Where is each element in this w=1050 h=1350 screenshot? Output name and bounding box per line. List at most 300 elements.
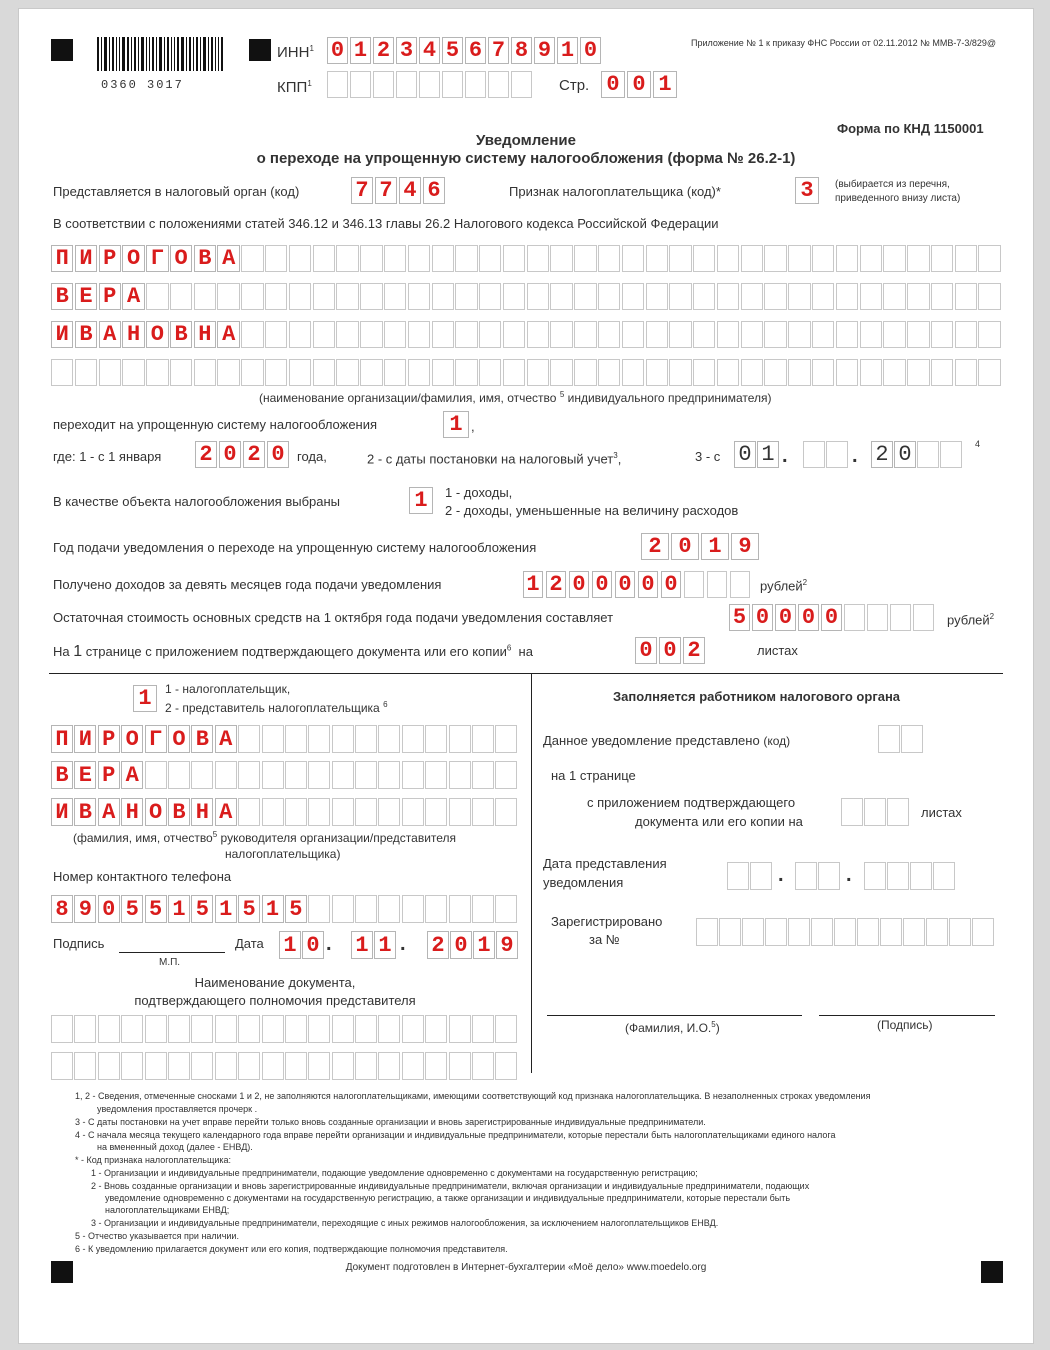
char-cell[interactable]: 2 [641,533,669,560]
char-cell[interactable]: 0 [569,571,589,598]
char-cell[interactable] [926,918,948,946]
char-cell[interactable] [598,321,620,348]
char-cell[interactable]: 5 [238,895,260,923]
char-cell[interactable] [978,359,1000,386]
officer-name-line[interactable] [547,1015,802,1016]
char-cell[interactable] [378,798,400,826]
char-cell[interactable]: 9 [74,895,96,923]
char-cell[interactable]: И [51,321,73,348]
char-cell[interactable]: 1 [279,931,301,959]
char-cell[interactable] [479,283,501,310]
char-cell[interactable] [495,798,517,826]
char-cell[interactable]: О [122,245,144,272]
signer-type-field[interactable] [133,685,160,712]
char-cell[interactable] [170,283,192,310]
char-cell[interactable] [308,725,330,753]
char-cell[interactable]: 1 [653,71,677,98]
char-cell[interactable] [378,761,400,789]
char-cell[interactable] [717,321,739,348]
char-cell[interactable] [622,359,644,386]
char-cell[interactable] [308,798,330,826]
char-cell[interactable] [598,245,620,272]
char-cell[interactable] [646,283,668,310]
char-cell[interactable] [262,761,284,789]
char-cell[interactable] [360,359,382,386]
char-cell[interactable]: Е [75,283,97,310]
char-cell[interactable] [788,918,810,946]
char-cell[interactable] [332,1015,354,1043]
char-cell[interactable] [238,1015,260,1043]
char-cell[interactable] [350,71,371,98]
char-cell[interactable] [289,321,311,348]
char-cell[interactable] [455,321,477,348]
char-cell[interactable] [741,359,763,386]
char-cell[interactable]: В [170,321,192,348]
char-cell[interactable] [332,725,354,753]
char-cell[interactable] [455,283,477,310]
char-cell[interactable] [764,245,786,272]
char-cell[interactable] [360,321,382,348]
char-cell[interactable] [883,359,905,386]
date-day-field[interactable] [734,441,780,468]
char-cell[interactable] [598,359,620,386]
char-cell[interactable] [741,321,763,348]
char-cell[interactable] [408,283,430,310]
char-cell[interactable]: 3 [795,177,819,204]
char-cell[interactable] [285,761,307,789]
char-cell[interactable] [472,1052,494,1080]
char-cell[interactable]: 1 [701,533,729,560]
char-cell[interactable] [503,359,525,386]
char-cell[interactable] [168,1052,190,1080]
transition-year-field[interactable] [195,441,291,468]
char-cell[interactable]: Р [98,761,120,789]
signature-line[interactable] [119,952,225,953]
char-cell[interactable] [327,71,348,98]
char-cell[interactable]: О [121,725,143,753]
char-cell[interactable] [336,283,358,310]
char-cell[interactable] [741,283,763,310]
char-cell[interactable]: 1 [350,37,371,64]
char-cell[interactable] [449,895,471,923]
char-cell[interactable] [455,245,477,272]
char-cell[interactable] [727,862,749,890]
sign-date-day[interactable] [279,931,325,959]
char-cell[interactable] [378,895,400,923]
char-cell[interactable] [719,918,741,946]
char-cell[interactable] [860,245,882,272]
char-cell[interactable]: 2 [427,931,449,959]
char-cell[interactable] [669,245,691,272]
char-cell[interactable] [878,725,900,753]
char-cell[interactable] [191,761,213,789]
char-cell[interactable]: Н [121,798,143,826]
receipt-date-year[interactable] [864,862,956,890]
char-cell[interactable] [741,245,763,272]
char-cell[interactable]: 0 [821,604,842,631]
transition-field[interactable] [443,411,472,438]
char-cell[interactable] [917,441,939,468]
char-cell[interactable] [913,604,934,631]
char-cell[interactable] [419,71,440,98]
taxpayer-sign-field[interactable] [795,177,822,204]
char-cell[interactable] [238,725,260,753]
char-cell[interactable] [121,1052,143,1080]
char-cell[interactable] [217,359,239,386]
char-cell[interactable] [194,359,216,386]
sign-date-month[interactable] [351,931,397,959]
char-cell[interactable] [289,283,311,310]
char-cell[interactable]: И [74,725,96,753]
char-cell[interactable] [425,798,447,826]
char-cell[interactable] [355,895,377,923]
char-cell[interactable]: А [122,283,144,310]
char-cell[interactable]: 0 [661,571,681,598]
submit-year-field[interactable] [641,533,761,560]
char-cell[interactable] [812,245,834,272]
taxpayer-name-line[interactable] [51,245,1002,272]
char-cell[interactable] [378,1052,400,1080]
char-cell[interactable]: 1 [757,441,779,468]
char-cell[interactable] [717,283,739,310]
char-cell[interactable]: Р [98,725,120,753]
char-cell[interactable]: 1 [168,895,190,923]
char-cell[interactable] [527,321,549,348]
char-cell[interactable]: 0 [627,71,651,98]
char-cell[interactable] [378,725,400,753]
char-cell[interactable] [696,918,718,946]
char-cell[interactable] [910,862,932,890]
char-cell[interactable] [978,245,1000,272]
char-cell[interactable] [812,283,834,310]
char-cell[interactable] [955,245,977,272]
char-cell[interactable]: 4 [419,37,440,64]
char-cell[interactable] [955,359,977,386]
char-cell[interactable]: И [75,245,97,272]
char-cell[interactable]: 1 [351,931,373,959]
char-cell[interactable]: 6 [423,177,445,204]
char-cell[interactable]: 9 [731,533,759,560]
char-cell[interactable] [503,321,525,348]
char-cell[interactable]: А [121,761,143,789]
char-cell[interactable]: 2 [871,441,893,468]
char-cell[interactable] [194,283,216,310]
char-cell[interactable] [864,862,886,890]
char-cell[interactable] [764,321,786,348]
char-cell[interactable]: 9 [496,931,518,959]
char-cell[interactable] [332,1052,354,1080]
char-cell[interactable] [495,1052,517,1080]
char-cell[interactable] [764,283,786,310]
char-cell[interactable] [901,725,923,753]
char-cell[interactable] [241,245,263,272]
char-cell[interactable] [408,321,430,348]
char-cell[interactable]: В [51,761,73,789]
char-cell[interactable]: 5 [285,895,307,923]
char-cell[interactable]: 2 [195,441,217,468]
char-cell[interactable]: 1 [374,931,396,959]
char-cell[interactable] [472,1015,494,1043]
char-cell[interactable] [622,321,644,348]
char-cell[interactable]: 5 [729,604,750,631]
char-cell[interactable] [51,359,73,386]
char-cell[interactable] [472,725,494,753]
char-cell[interactable]: 8 [51,895,73,923]
char-cell[interactable] [425,1015,447,1043]
char-cell[interactable] [146,283,168,310]
char-cell[interactable]: О [168,725,190,753]
char-cell[interactable] [550,321,572,348]
char-cell[interactable] [145,1015,167,1043]
char-cell[interactable] [931,245,953,272]
char-cell[interactable] [402,1052,424,1080]
char-cell[interactable]: 0 [752,604,773,631]
char-cell[interactable] [646,359,668,386]
char-cell[interactable]: 0 [638,571,658,598]
char-cell[interactable]: 7 [351,177,373,204]
char-cell[interactable] [265,283,287,310]
char-cell[interactable] [74,1015,96,1043]
char-cell[interactable] [867,604,888,631]
char-cell[interactable]: 9 [534,37,555,64]
char-cell[interactable] [336,245,358,272]
char-cell[interactable]: 0 [450,931,472,959]
char-cell[interactable]: 6 [465,37,486,64]
char-cell[interactable] [465,71,486,98]
attach-sheets-field[interactable] [841,798,910,826]
char-cell[interactable] [931,283,953,310]
char-cell[interactable]: Н [122,321,144,348]
char-cell[interactable] [527,359,549,386]
char-cell[interactable]: 0 [219,441,241,468]
submitted-code-field[interactable] [878,725,924,753]
char-cell[interactable] [472,761,494,789]
char-cell[interactable] [887,862,909,890]
receipt-date-month[interactable] [795,862,841,890]
char-cell[interactable] [693,245,715,272]
char-cell[interactable]: 1 [133,685,157,712]
char-cell[interactable]: Г [146,245,168,272]
tax-organ-field[interactable] [351,177,447,204]
char-cell[interactable]: Р [99,283,121,310]
char-cell[interactable]: 0 [327,37,348,64]
char-cell[interactable] [931,359,953,386]
char-cell[interactable] [262,798,284,826]
char-cell[interactable] [215,761,237,789]
char-cell[interactable] [669,283,691,310]
char-cell[interactable] [432,283,454,310]
char-cell[interactable] [811,918,833,946]
sign-date-year[interactable] [427,931,519,959]
char-cell[interactable] [495,895,517,923]
char-cell[interactable] [308,761,330,789]
char-cell[interactable] [360,245,382,272]
char-cell[interactable] [834,918,856,946]
char-cell[interactable] [527,283,549,310]
char-cell[interactable]: 2 [683,637,705,664]
char-cell[interactable] [432,321,454,348]
char-cell[interactable] [402,725,424,753]
char-cell[interactable] [265,245,287,272]
char-cell[interactable] [449,725,471,753]
kpp-field[interactable] [327,71,534,98]
char-cell[interactable] [378,1015,400,1043]
char-cell[interactable] [442,71,463,98]
char-cell[interactable] [308,1015,330,1043]
char-cell[interactable] [384,321,406,348]
char-cell[interactable]: И [51,798,73,826]
char-cell[interactable] [844,604,865,631]
char-cell[interactable]: 2 [373,37,394,64]
char-cell[interactable] [74,1052,96,1080]
char-cell[interactable] [812,321,834,348]
char-cell[interactable] [860,283,882,310]
char-cell[interactable] [455,359,477,386]
char-cell[interactable] [693,359,715,386]
char-cell[interactable] [684,571,704,598]
char-cell[interactable]: 1 [443,411,469,438]
char-cell[interactable] [332,895,354,923]
char-cell[interactable] [933,862,955,890]
char-cell[interactable]: П [51,725,73,753]
char-cell[interactable]: 0 [98,895,120,923]
char-cell[interactable] [503,245,525,272]
char-cell[interactable]: 0 [601,71,625,98]
char-cell[interactable] [355,725,377,753]
char-cell[interactable] [384,283,406,310]
char-cell[interactable]: 0 [734,441,756,468]
char-cell[interactable] [883,321,905,348]
char-cell[interactable] [860,359,882,386]
char-cell[interactable] [883,283,905,310]
char-cell[interactable] [836,283,858,310]
char-cell[interactable]: 5 [145,895,167,923]
char-cell[interactable] [880,918,902,946]
char-cell[interactable] [51,1015,73,1043]
char-cell[interactable] [285,1052,307,1080]
char-cell[interactable] [265,321,287,348]
char-cell[interactable] [313,359,335,386]
char-cell[interactable] [788,283,810,310]
char-cell[interactable]: 7 [375,177,397,204]
char-cell[interactable] [860,321,882,348]
taxpayer-name-line[interactable] [51,359,1002,386]
char-cell[interactable] [215,1052,237,1080]
doc-name-line[interactable] [51,1015,519,1043]
char-cell[interactable] [669,321,691,348]
char-cell[interactable] [717,245,739,272]
char-cell[interactable] [168,761,190,789]
char-cell[interactable] [550,245,572,272]
char-cell[interactable]: 5 [121,895,143,923]
char-cell[interactable] [788,321,810,348]
char-cell[interactable] [238,798,260,826]
char-cell[interactable] [511,71,532,98]
residual-field[interactable] [729,604,936,631]
char-cell[interactable]: О [170,245,192,272]
char-cell[interactable] [75,359,97,386]
char-cell[interactable]: В [51,283,73,310]
char-cell[interactable] [955,321,977,348]
char-cell[interactable]: П [51,245,73,272]
char-cell[interactable] [432,359,454,386]
char-cell[interactable]: 1 [473,931,495,959]
char-cell[interactable] [146,359,168,386]
char-cell[interactable] [396,71,417,98]
char-cell[interactable] [449,798,471,826]
char-cell[interactable] [479,245,501,272]
char-cell[interactable]: А [215,725,237,753]
char-cell[interactable] [479,359,501,386]
char-cell[interactable]: 5 [191,895,213,923]
char-cell[interactable] [408,359,430,386]
char-cell[interactable] [940,441,962,468]
doc-name-line[interactable] [51,1052,519,1080]
char-cell[interactable] [907,245,929,272]
char-cell[interactable] [949,918,971,946]
char-cell[interactable] [931,321,953,348]
char-cell[interactable] [841,798,863,826]
char-cell[interactable] [795,862,817,890]
char-cell[interactable] [285,798,307,826]
char-cell[interactable] [890,604,911,631]
char-cell[interactable] [289,245,311,272]
char-cell[interactable] [669,359,691,386]
char-cell[interactable] [978,321,1000,348]
char-cell[interactable] [495,761,517,789]
date-year-field[interactable] [871,441,963,468]
char-cell[interactable] [262,725,284,753]
char-cell[interactable] [826,441,848,468]
char-cell[interactable] [488,71,509,98]
char-cell[interactable]: 0 [592,571,612,598]
char-cell[interactable] [836,245,858,272]
char-cell[interactable] [241,283,263,310]
char-cell[interactable] [449,761,471,789]
char-cell[interactable] [693,283,715,310]
char-cell[interactable] [978,283,1000,310]
char-cell[interactable] [495,725,517,753]
pages-field[interactable] [635,637,707,664]
char-cell[interactable] [425,761,447,789]
char-cell[interactable]: 7 [488,37,509,64]
char-cell[interactable]: 0 [267,441,289,468]
char-cell[interactable]: О [145,798,167,826]
char-cell[interactable] [646,321,668,348]
char-cell[interactable] [972,918,994,946]
char-cell[interactable]: 0 [635,637,657,664]
char-cell[interactable] [313,321,335,348]
char-cell[interactable] [907,359,929,386]
char-cell[interactable] [408,245,430,272]
char-cell[interactable] [308,1052,330,1080]
phone-field[interactable] [51,895,519,923]
char-cell[interactable] [384,359,406,386]
char-cell[interactable] [788,359,810,386]
page-number-field[interactable] [601,71,679,98]
char-cell[interactable]: 1 [409,487,433,514]
char-cell[interactable] [574,359,596,386]
char-cell[interactable]: Р [99,245,121,272]
char-cell[interactable] [170,359,192,386]
char-cell[interactable] [98,1015,120,1043]
char-cell[interactable] [332,798,354,826]
char-cell[interactable]: О [146,321,168,348]
signer-name-line[interactable] [51,725,519,753]
char-cell[interactable] [402,761,424,789]
char-cell[interactable] [887,798,909,826]
char-cell[interactable] [313,283,335,310]
